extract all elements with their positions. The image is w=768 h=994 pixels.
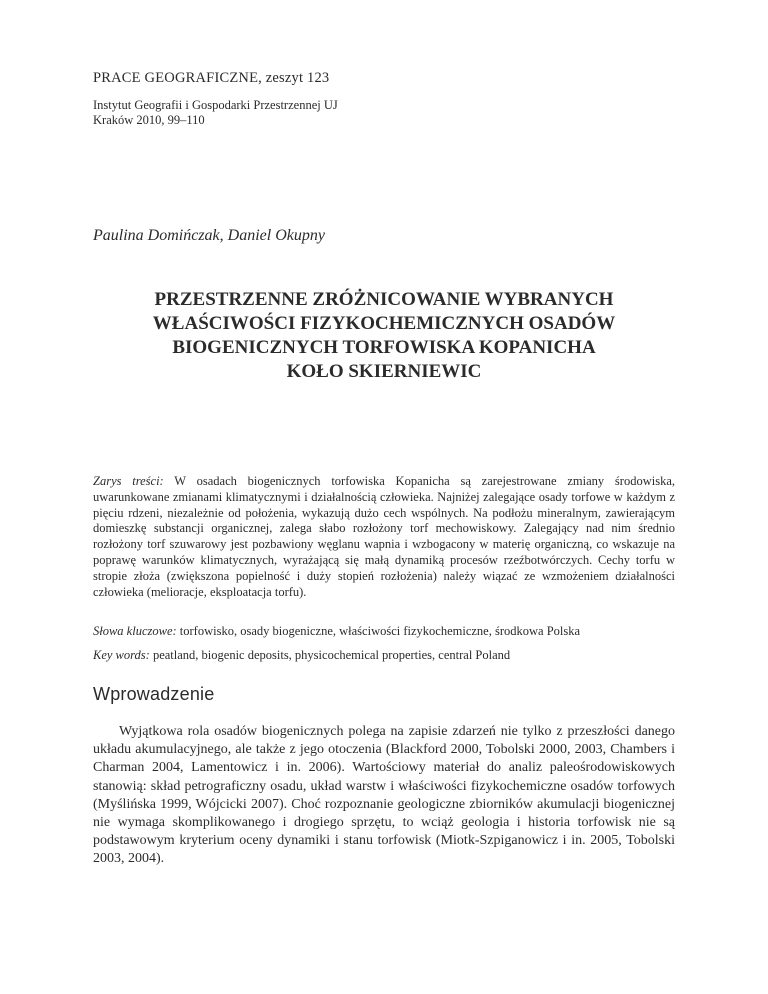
keywords-english-text: peatland, biogenic deposits, physicochemical properties, central Poland xyxy=(149,648,511,662)
keywords-english-label: Key words: xyxy=(93,648,150,662)
institute-name: Instytut Geografii i Gospodarki Przestrzennej UJ xyxy=(93,98,338,112)
paper-title xyxy=(80,288,688,384)
abstract xyxy=(93,474,675,600)
keywords-polish xyxy=(93,624,675,639)
body-paragraph: Wyjątkowa rola osadów biogenicznych polega na zapisie zdarzeń nie tylko z przeszłości danego układu akumulacyjnego, ale także z jego otoczenia (Blackford 2000, Tobolski 2000, 2003, Chambers i Charman 2004, Lamentowicz i in. 2006). Wartościowy materiał do analiz paleośrodowiskowych stanowią: skład petrograficzny osadu, układ warstw i właściwości fizykochemiczne osadów torfowych (Myślińska 1999, Wójcicki 2007). Choć rozpoznanie geologiczne zbiorników akumulacji biogenicznej nie wymaga skomplikowanego i drogiego sprzętu, to wciąż geologia i historia torfowisk nie są podstawowym kryterium oceny dynamiki i stanu torfowisk (Miotk-Szpiganowicz i in. 2005, Tobolski 2003, 2004). xyxy=(93,724,675,867)
title-line: BIOGENICZNYCH TORFOWISKA KOPANICHA xyxy=(172,337,596,358)
section-heading: Wprowadzenie xyxy=(93,684,215,704)
publication-info xyxy=(93,98,338,128)
keywords-polish-label: Słowa kluczowe: xyxy=(93,624,177,638)
abstract-text: W osadach biogenicznych torfowiska Kopanicha są zarejestrowane zmiany środowiska, uwarunkowane zmianami klimatycznymi i działalnością człowieka. Najniżej zalegające osady torfowe w każdym z pięciu rdzeni, niezależnie od położenia, wykazują dużo cech wspólnych. Na podłożu mineralnym, zawierającym domieszkę substancji organicznej, zalega słabo rozłożony torf mechowiskowy. Zalegający nad nim średnio rozłożony torf szuwarowy jest pozbawiony węglanu wapnia i wzbogacony w materię organiczną, co wskazuje na poprawę warunków klimatycznych, wyrażającą się małą dynamiką procesów rzeźbotwórczych. Cechy torfu w stropie złoża (zwiększona popielność i duży stopień rozłożenia) należy wiązać ze wzmożeniem działalności człowieka (melioracje, eksploatacja torfu). xyxy=(93,474,676,599)
place-year-pages: Kraków 2010, 99–110 xyxy=(93,113,205,127)
journal-name: PRACE GEOGRAFICZNE, zeszyt 123 xyxy=(93,70,330,86)
title-line: PRZESTRZENNE ZRÓŻNICOWANIE WYBRANYCH xyxy=(154,289,614,310)
keywords-polish-text: torfowisko, osady biogeniczne, właściwości fizykochemiczne, środkowa Polska xyxy=(176,624,581,638)
authors: Paulina Domińczak, Daniel Okupny xyxy=(93,227,325,244)
title-line: WŁAŚCIWOŚCI FIZYKOCHEMICZNYCH OSADÓW xyxy=(152,313,616,334)
keywords-english xyxy=(93,648,675,663)
abstract-label: Zarys treści: xyxy=(93,474,164,488)
title-line: KOŁO SKIERNIEWIC xyxy=(286,361,482,382)
